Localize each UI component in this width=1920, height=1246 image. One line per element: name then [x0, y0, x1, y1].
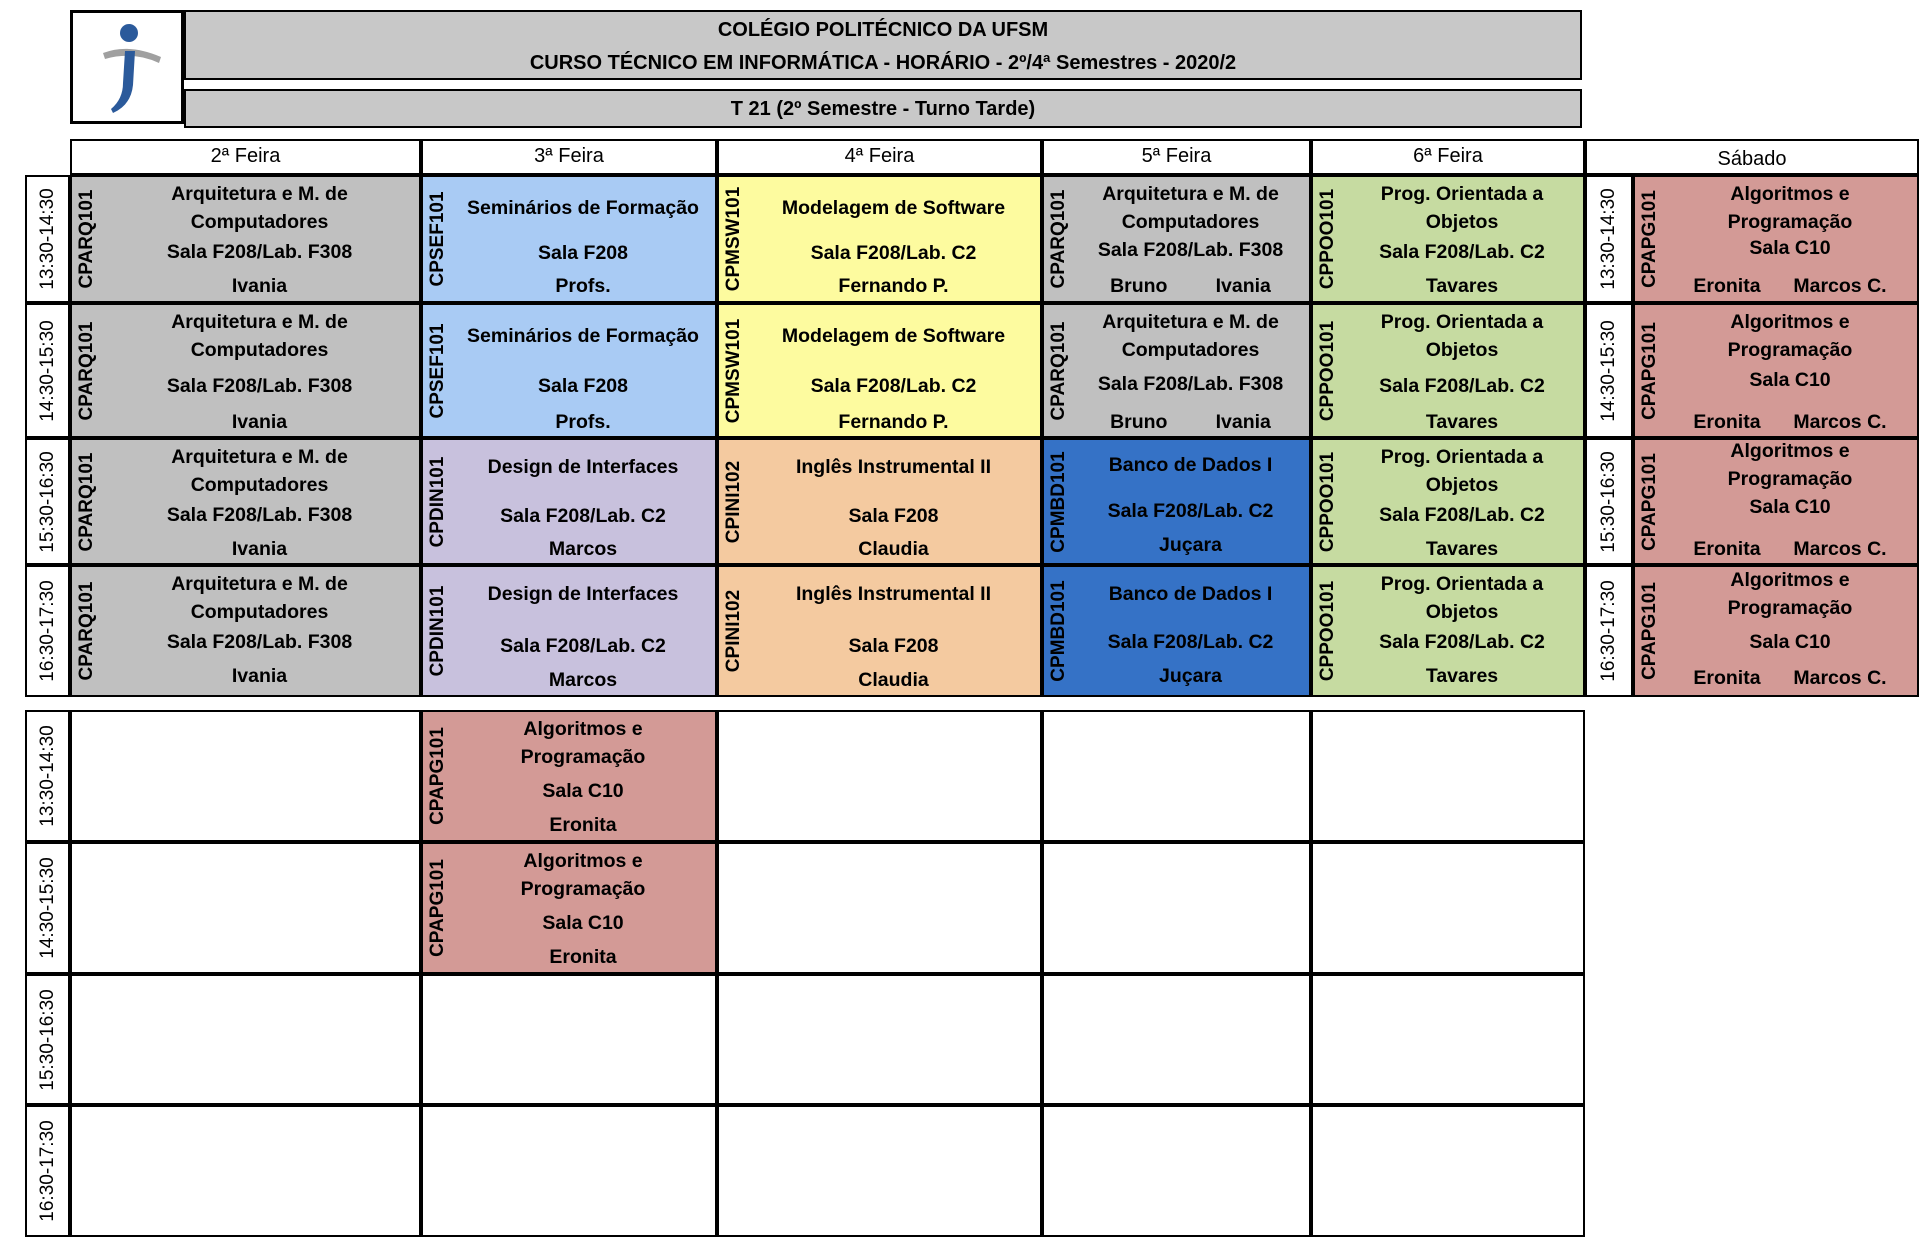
class-cell-tue: CPDIN101 Design de Interfaces Sala F208/Lab. C2 Marcos	[421, 438, 717, 565]
time-cell: 13:30-14:30	[25, 175, 70, 303]
class-cell-wed: CPINI102 Inglês Instrumental II Sala F208 Claudia	[717, 438, 1042, 565]
course-code: CPAPG101	[1639, 452, 1660, 551]
course-code: CPARQ101	[76, 189, 97, 289]
class-cell-mon: CPARQ101 Arquitetura e M. de Computadores Sala F208/Lab. F308 Ivania	[70, 303, 421, 438]
course-code: CPAPG101	[1639, 582, 1660, 680]
course-code: CPPOO101	[1317, 580, 1338, 682]
time-cell: 15:30-16:30	[25, 974, 70, 1105]
course-code: CPMSW101	[723, 186, 744, 292]
class-cell-sat: CPAPG101 Algoritmos e Programação Sala C10 Eronita Marcos C.	[1633, 438, 1919, 565]
empty-cell	[1311, 974, 1585, 1105]
empty-cell	[421, 1105, 717, 1237]
class-cell-sat: CPAPG101 Algoritmos e Programação Sala C10 Eronita Marcos C.	[1633, 303, 1919, 438]
class-title: T 21 (2º Semestre - Turno Tarde)	[184, 89, 1582, 128]
empty-cell	[717, 710, 1042, 842]
class-cell-tue: CPSEF101 Seminários de Formação Sala F208 Profs.	[421, 303, 717, 438]
class-cell-wed: CPINI102 Inglês Instrumental II Sala F208 Claudia	[717, 565, 1042, 697]
day-header-mon: 2ª Feira	[70, 139, 421, 175]
class-cell-mon: CPARQ101 Arquitetura e M. de Computadores Sala F208/Lab. F308 Ivania	[70, 565, 421, 697]
class-cell-mon: CPARQ101 Arquitetura e M. de Computadores Sala F208/Lab. F308 Ivania	[70, 438, 421, 565]
school-name: COLÉGIO POLITÉCNICO DA UFSM	[717, 19, 1049, 41]
course-code: CPSEF101	[427, 322, 448, 419]
class-cell-thu: CPARQ101 Arquitetura e M. de Computadores Sala F208/Lab. F308 Bruno Ivania	[1042, 175, 1311, 303]
course-code: CPARQ101	[1048, 189, 1069, 289]
empty-cell	[70, 710, 421, 842]
course-code: CPARQ101	[76, 452, 97, 551]
class-cell-tue: CPAPG101 Algoritmos e Programação Sala C10 Eronita	[421, 842, 717, 974]
empty-cell	[1042, 974, 1311, 1105]
sat-time-cell: 13:30-14:30	[1585, 175, 1633, 303]
time-cell: 15:30-16:30	[25, 438, 70, 565]
course-code: CPDIN101	[427, 456, 448, 547]
time-cell: 14:30-15:30	[25, 303, 70, 438]
course-code: CPARQ101	[76, 581, 97, 681]
class-cell-fri: CPPOO101 Prog. Orientada a Objetos Sala F208/Lab. C2 Tavares	[1311, 565, 1585, 697]
empty-cell	[421, 974, 717, 1105]
empty-cell	[1042, 842, 1311, 974]
course-code: CPAPG101	[427, 859, 448, 957]
empty-cell	[717, 842, 1042, 974]
course-title: CURSO TÉCNICO EM INFORMÁTICA - HORÁRIO - 2º/4ª Semestres - 2020/2	[529, 52, 1237, 74]
class-cell-tue: CPDIN101 Design de Interfaces Sala F208/Lab. C2 Marcos	[421, 565, 717, 697]
class-cell-thu: CPARQ101 Arquitetura e M. de Computadores Sala F208/Lab. F308 Bruno Ivania	[1042, 303, 1311, 438]
empty-cell	[1042, 1105, 1311, 1237]
empty-cell	[717, 974, 1042, 1105]
time-cell: 16:30-17:30	[25, 1105, 70, 1237]
empty-cell	[70, 842, 421, 974]
time-cell: 16:30-17:30	[25, 565, 70, 697]
class-cell-thu: CPMBD101 Banco de Dados I Sala F208/Lab. C2 Juçara	[1042, 438, 1311, 565]
sat-time-cell: 15:30-16:30	[1585, 438, 1633, 565]
day-header-tue: 3ª Feira	[421, 139, 717, 175]
course-code: CPPOO101	[1317, 188, 1338, 290]
class-cell-mon: CPARQ101 Arquitetura e M. de Computadores Sala F208/Lab. F308 Ivania	[70, 175, 421, 303]
school-header	[184, 10, 1582, 80]
empty-cell	[1311, 842, 1585, 974]
empty-cell	[70, 974, 421, 1105]
sat-time-cell: 14:30-15:30	[1585, 303, 1633, 438]
course-code: CPAPG101	[427, 727, 448, 825]
class-cell-fri: CPPOO101 Prog. Orientada a Objetos Sala F208/Lab. C2 Tavares	[1311, 175, 1585, 303]
course-code: CPARQ101	[76, 321, 97, 420]
day-header-wed: 4ª Feira	[717, 139, 1042, 175]
class-cell-wed: CPMSW101 Modelagem de Software Sala F208/Lab. C2 Fernando P.	[717, 303, 1042, 438]
class-cell-tue: CPSEF101 Seminários de Formação Sala F208 Profs.	[421, 175, 717, 303]
course-code: CPMBD101	[1048, 450, 1069, 553]
sat-time-cell: 16:30-17:30	[1585, 565, 1633, 697]
day-header-fri: 6ª Feira	[1311, 139, 1585, 175]
course-code: CPINI102	[723, 589, 744, 673]
class-cell-sat: CPAPG101 Algoritmos e Programação Sala C10 Eronita Marcos C.	[1633, 565, 1919, 697]
time-cell: 13:30-14:30	[25, 710, 70, 842]
course-code: CPARQ101	[1048, 321, 1069, 420]
course-code: CPSEF101	[427, 191, 448, 287]
course-code: CPMBD101	[1048, 580, 1069, 682]
logo	[70, 10, 184, 124]
day-header-sat: Sábado	[1585, 139, 1919, 175]
figure-logo-icon	[73, 13, 181, 121]
course-code: CPAPG101	[1639, 190, 1660, 288]
empty-cell	[1042, 710, 1311, 842]
empty-cell	[1311, 710, 1585, 842]
class-cell-tue: CPAPG101 Algoritmos e Programação Sala C10 Eronita	[421, 710, 717, 842]
course-code: CPPOO101	[1317, 320, 1338, 421]
class-cell-wed: CPMSW101 Modelagem de Software Sala F208/Lab. C2 Fernando P.	[717, 175, 1042, 303]
class-cell-thu: CPMBD101 Banco de Dados I Sala F208/Lab. C2 Juçara	[1042, 565, 1311, 697]
empty-cell	[70, 1105, 421, 1237]
class-cell-sat: CPAPG101 Algoritmos e Programação Sala C10 Eronita Marcos C.	[1633, 175, 1919, 303]
time-cell: 14:30-15:30	[25, 842, 70, 974]
course-code: CPINI102	[723, 460, 744, 543]
course-code: CPDIN101	[427, 585, 448, 677]
course-code: CPPOO101	[1317, 451, 1338, 552]
course-code: CPAPG101	[1639, 321, 1660, 420]
class-cell-fri: CPPOO101 Prog. Orientada a Objetos Sala F208/Lab. C2 Tavares	[1311, 438, 1585, 565]
day-header-thu: 5ª Feira	[1042, 139, 1311, 175]
class-cell-fri: CPPOO101 Prog. Orientada a Objetos Sala F208/Lab. C2 Tavares	[1311, 303, 1585, 438]
empty-cell	[717, 1105, 1042, 1237]
empty-cell	[1311, 1105, 1585, 1237]
course-code: CPMSW101	[723, 318, 744, 423]
